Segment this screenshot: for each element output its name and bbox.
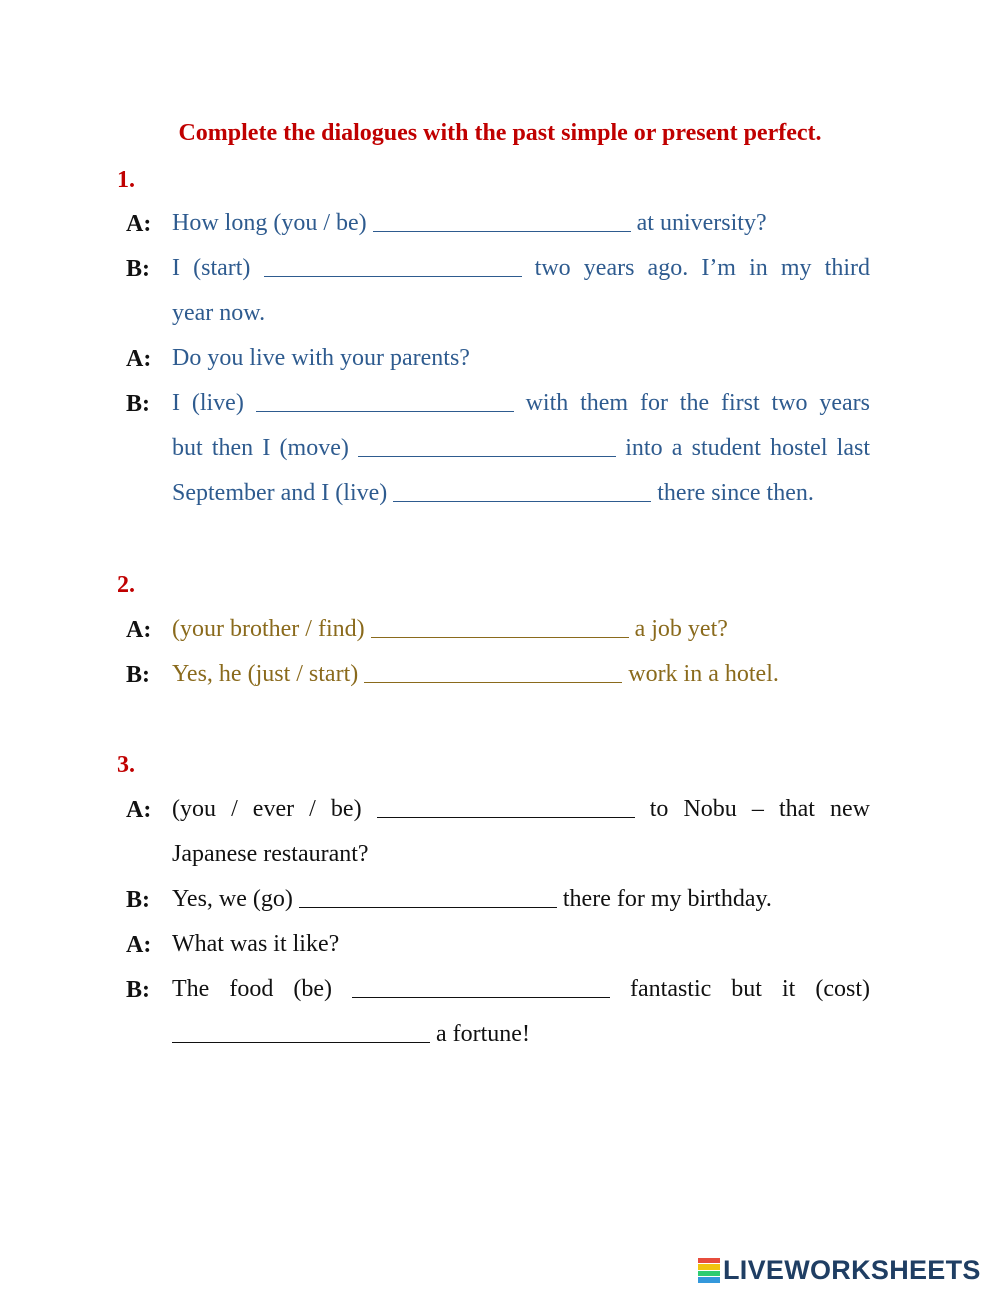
dialogue-number: 3. xyxy=(117,752,135,778)
answer-blank[interactable] xyxy=(264,254,522,277)
answer-blank[interactable] xyxy=(172,1020,430,1043)
answer-blank[interactable] xyxy=(377,795,635,818)
speaker-label: A: xyxy=(126,211,152,237)
dialogue-line: Yes, he (just / start) work in a hotel. xyxy=(172,661,779,687)
speaker-label: A: xyxy=(126,617,152,643)
dialogue-line: I (start) two years ago. I’m in my third xyxy=(172,255,871,281)
dialogue-line: September and I (live) there since then. xyxy=(172,480,814,506)
dialogue-line: (your brother / find) a job yet? xyxy=(172,616,728,642)
dialogue-line: a fortune! xyxy=(172,1019,530,1049)
dialogue-line: I (live) with them for the first two years xyxy=(172,390,871,416)
speaker-label: B: xyxy=(126,391,150,417)
speaker-label: B: xyxy=(126,662,150,688)
dialogue-line: What was it like? xyxy=(172,931,340,957)
dialogue-line: but then I (move) into a student hostel last xyxy=(172,435,871,461)
dialogue-line: Japanese restaurant? xyxy=(172,841,369,867)
speaker-label: B: xyxy=(126,977,150,1003)
dialogue-line: Yes, we (go) there for my birthday. xyxy=(172,886,772,912)
dialogue-number: 1. xyxy=(117,167,135,193)
answer-blank[interactable] xyxy=(393,479,651,502)
dialogue-line: year now. xyxy=(172,300,266,326)
logo-icon xyxy=(698,1257,720,1283)
logo-text: LIVEWORKSHEETS xyxy=(723,1254,981,1285)
answer-blank[interactable] xyxy=(352,975,610,998)
answer-blank[interactable] xyxy=(371,615,629,638)
dialogue-line: How long (you / be) at university? xyxy=(172,210,767,236)
speaker-label: A: xyxy=(126,797,152,823)
answer-blank[interactable] xyxy=(256,389,514,412)
liveworksheets-logo xyxy=(698,1253,981,1287)
answer-blank[interactable] xyxy=(373,209,631,232)
dialogue-line: Do you live with your parents? xyxy=(172,345,470,371)
worksheet-title: Complete the dialogues with the past simple or present perfect. xyxy=(178,120,822,146)
speaker-label: A: xyxy=(126,932,152,958)
speaker-label: B: xyxy=(126,256,150,282)
answer-blank[interactable] xyxy=(299,885,557,908)
dialogue-line: (you / ever / be) to Nobu – that new xyxy=(172,796,871,822)
dialogue-number: 2. xyxy=(117,572,135,598)
speaker-label: B: xyxy=(126,887,150,913)
answer-blank[interactable] xyxy=(364,660,622,683)
speaker-label: A: xyxy=(126,346,152,372)
answer-blank[interactable] xyxy=(358,434,616,457)
dialogue-line: The food (be) fantastic but it (cost) xyxy=(172,976,870,1002)
